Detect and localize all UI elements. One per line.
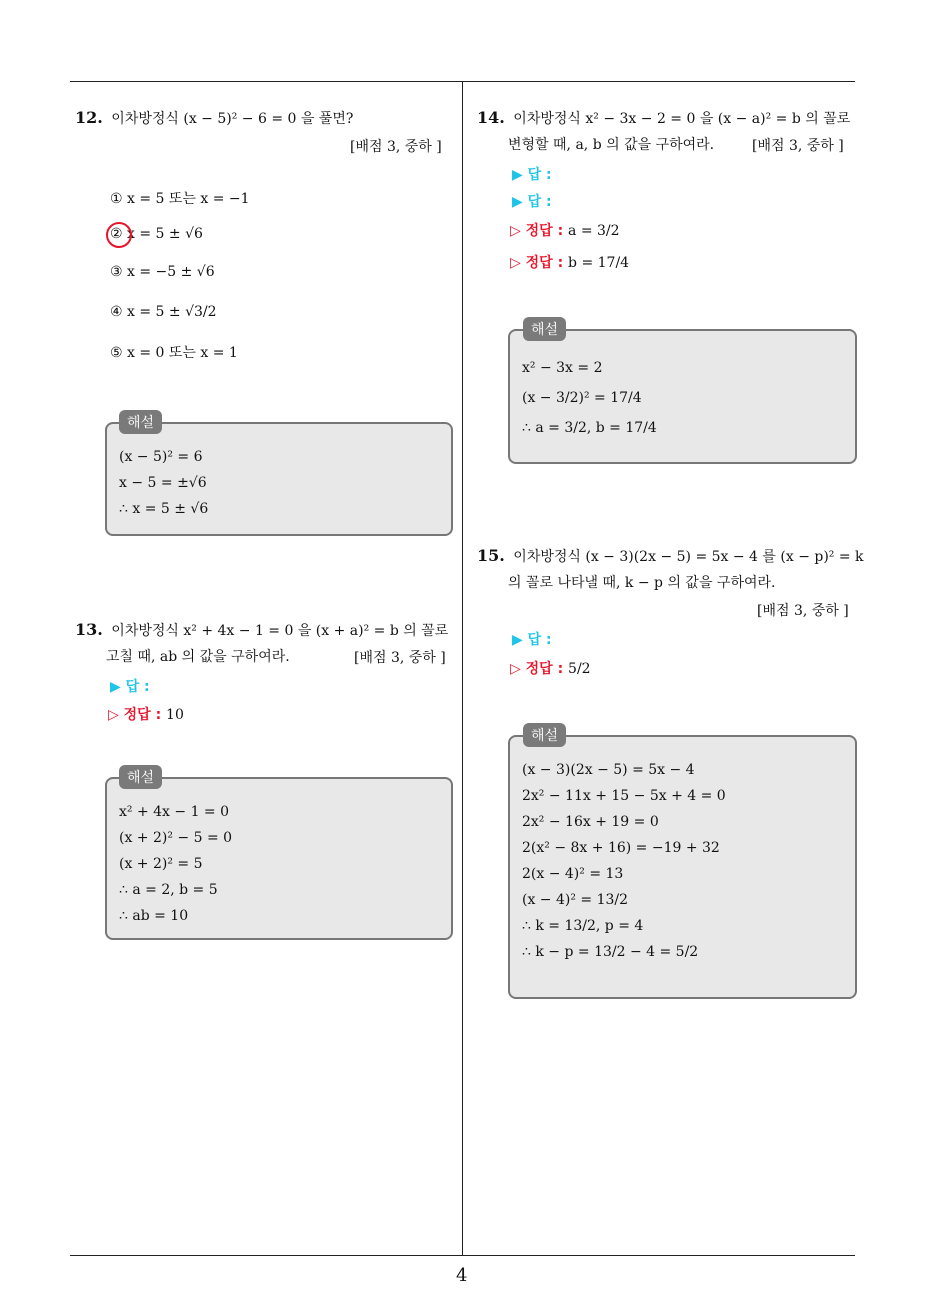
correct-value: a = 3/2 [568, 223, 620, 239]
question-text: 이차방정식 (x − 5)² − 6 = 0 을 풀면? [111, 111, 354, 127]
explanation-line: ∴ x = 5 ± √6 [119, 501, 209, 517]
explanation-tab: 해설 [119, 410, 162, 434]
question-13 [75, 620, 448, 641]
correct-value: b = 17/4 [568, 255, 630, 271]
explanation-line: (x − 4)² = 13/2 [522, 892, 629, 908]
explanation-line: (x − 3)(2x − 5) = 5x − 4 [522, 762, 695, 778]
correct-answer-row [510, 658, 591, 678]
explanation-line: ∴ a = 3/2, b = 17/4 [522, 420, 657, 436]
option-1[interactable]: ① x = 5 또는 x = −1 [110, 191, 250, 207]
explanation-line: (x − 5)² = 6 [119, 449, 203, 465]
explanation-line: (x + 2)² − 5 = 0 [119, 830, 233, 846]
question-text-line1: 이차방정식 x² + 4x − 1 = 0 을 (x + a)² = b 의 꼴로 [111, 623, 449, 639]
question-12 [75, 108, 353, 129]
score-label: [배점 3, 중하 ] [757, 603, 849, 619]
explanation-lines [522, 353, 657, 443]
answer-label-1: ▶ 답 : [512, 167, 552, 183]
correct-answer-row [108, 704, 184, 724]
question-text-line2: 고칠 때, ab 의 값을 구하여라. [106, 649, 290, 665]
question-number: 15. [477, 546, 505, 565]
explanation-lines [522, 757, 726, 965]
question-text-line1: 이차방정식 x² − 3x − 2 = 0 을 (x − a)² = b 의 꼴로 [513, 111, 851, 127]
correct-value: 10 [166, 707, 184, 723]
question-text-line2: 의 꼴로 나타낼 때, k − p 의 값을 구하여라. [508, 575, 776, 591]
question-number: 12. [75, 108, 103, 127]
explanation-line: (x − 3/2)² = 17/4 [522, 390, 642, 406]
column-divider [462, 81, 463, 1256]
explanation-line: (x + 2)² = 5 [119, 856, 203, 872]
score-label: [배점 3, 중하 ] [354, 650, 446, 666]
explanation-line: x² − 3x = 2 [522, 360, 603, 376]
correct-value: 5/2 [568, 661, 591, 677]
explanation-tab: 해설 [119, 765, 162, 789]
question-text-line1: 이차방정식 (x − 3)(2x − 5) = 5x − 4 를 (x − p)² = k [513, 549, 864, 565]
explanation-box [105, 777, 453, 940]
explanation-line: 2(x − 4)² = 13 [522, 866, 624, 882]
selected-answer-circle [106, 222, 132, 248]
option-5[interactable]: ⑤ x = 0 또는 x = 1 [110, 345, 238, 361]
explanation-line: 2(x² − 8x + 16) = −19 + 32 [522, 840, 720, 856]
explanation-lines [119, 799, 232, 929]
score-label: [배점 3, 중하 ] [752, 138, 844, 154]
option-4[interactable]: ④ x = 5 ± √3/2 [110, 304, 217, 320]
correct-answer-row-1 [510, 220, 620, 240]
explanation-line: ∴ a = 2, b = 5 [119, 882, 218, 898]
explanation-box [105, 422, 453, 536]
explanation-tab: 해설 [523, 723, 566, 747]
question-number: 14. [477, 108, 505, 127]
correct-label: ▷ 정답 : [510, 661, 564, 677]
score-label: [배점 3, 중하 ] [350, 139, 442, 155]
explanation-tab: 해설 [523, 317, 566, 341]
option-2[interactable]: ② x = 5 ± √6 [110, 226, 203, 242]
question-15 [477, 546, 864, 567]
explanation-line: x − 5 = ±√6 [119, 475, 207, 491]
page-number: 4 [456, 1265, 468, 1286]
explanation-box [508, 329, 857, 464]
answer-label-2: ▶ 답 : [512, 194, 552, 210]
explanation-line: x² + 4x − 1 = 0 [119, 804, 230, 820]
correct-label: ▷ 정답 : [108, 707, 162, 723]
explanation-lines [119, 444, 208, 522]
explanation-line: 2x² − 16x + 19 = 0 [522, 814, 659, 830]
explanation-line: ∴ k − p = 13/2 − 4 = 5/2 [522, 944, 699, 960]
explanation-line: ∴ k = 13/2, p = 4 [522, 918, 644, 934]
question-number: 13. [75, 620, 103, 639]
question-14 [477, 108, 850, 129]
correct-label: ▷ 정답 : [510, 255, 564, 271]
question-text-line2: 변형할 때, a, b 의 값을 구하여라. [508, 137, 715, 153]
correct-label: ▷ 정답 : [510, 223, 564, 239]
answer-label: ▶ 답 : [110, 679, 150, 695]
explanation-line: ∴ ab = 10 [119, 908, 189, 924]
explanation-line: 2x² − 11x + 15 − 5x + 4 = 0 [522, 788, 726, 804]
explanation-box [508, 735, 857, 999]
bottom-rule [70, 1255, 855, 1256]
correct-answer-row-2 [510, 252, 629, 272]
option-3[interactable]: ③ x = −5 ± √6 [110, 264, 215, 280]
answer-label: ▶ 답 : [512, 632, 552, 648]
